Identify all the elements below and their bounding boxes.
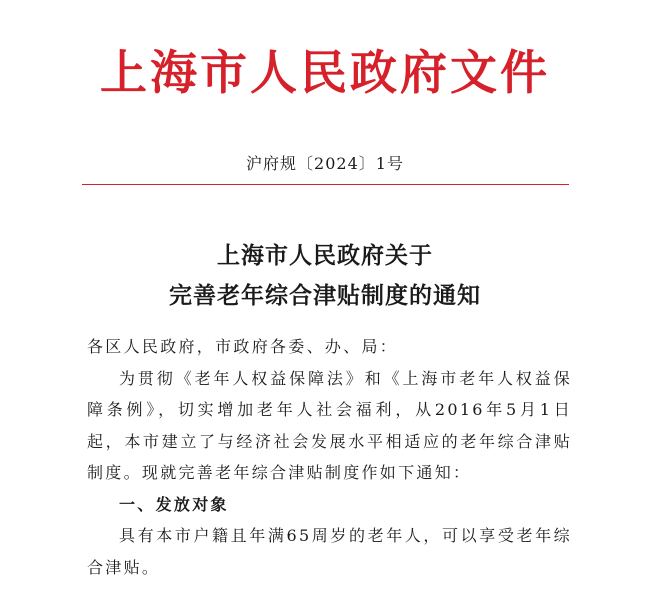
section-heading-1: 一、发放对象 bbox=[119, 494, 229, 514]
body-paragraph-1: 为贯彻《老年人权益保障法》和《上海市老年人权益保障条例》，切实增加老年人社会福利，从2016年5月1日起，本市建立了与经济社会发展水平相适应的老年综合津贴制度。现就完善老年综合津贴制度作如下通知： bbox=[87, 368, 572, 482]
body-paragraph-2: 具有本市户籍且年满65周岁的老年人，可以享受老年综合津贴。 bbox=[87, 526, 572, 577]
notice-title-line-1: 上海市人民政府关于 bbox=[217, 242, 433, 269]
notice-title-line-2: 完善老年综合津贴制度的通知 bbox=[169, 282, 481, 309]
notice-title bbox=[0, 236, 650, 316]
salutation: 各区人民政府，市政府各委、办、局： bbox=[87, 337, 399, 356]
document-body bbox=[87, 331, 572, 583]
document-number: 沪府规〔2024〕1号 bbox=[246, 154, 404, 173]
red-separator-line bbox=[82, 184, 569, 185]
issuing-organization-title: 上海市人民政府文件 bbox=[100, 46, 550, 101]
